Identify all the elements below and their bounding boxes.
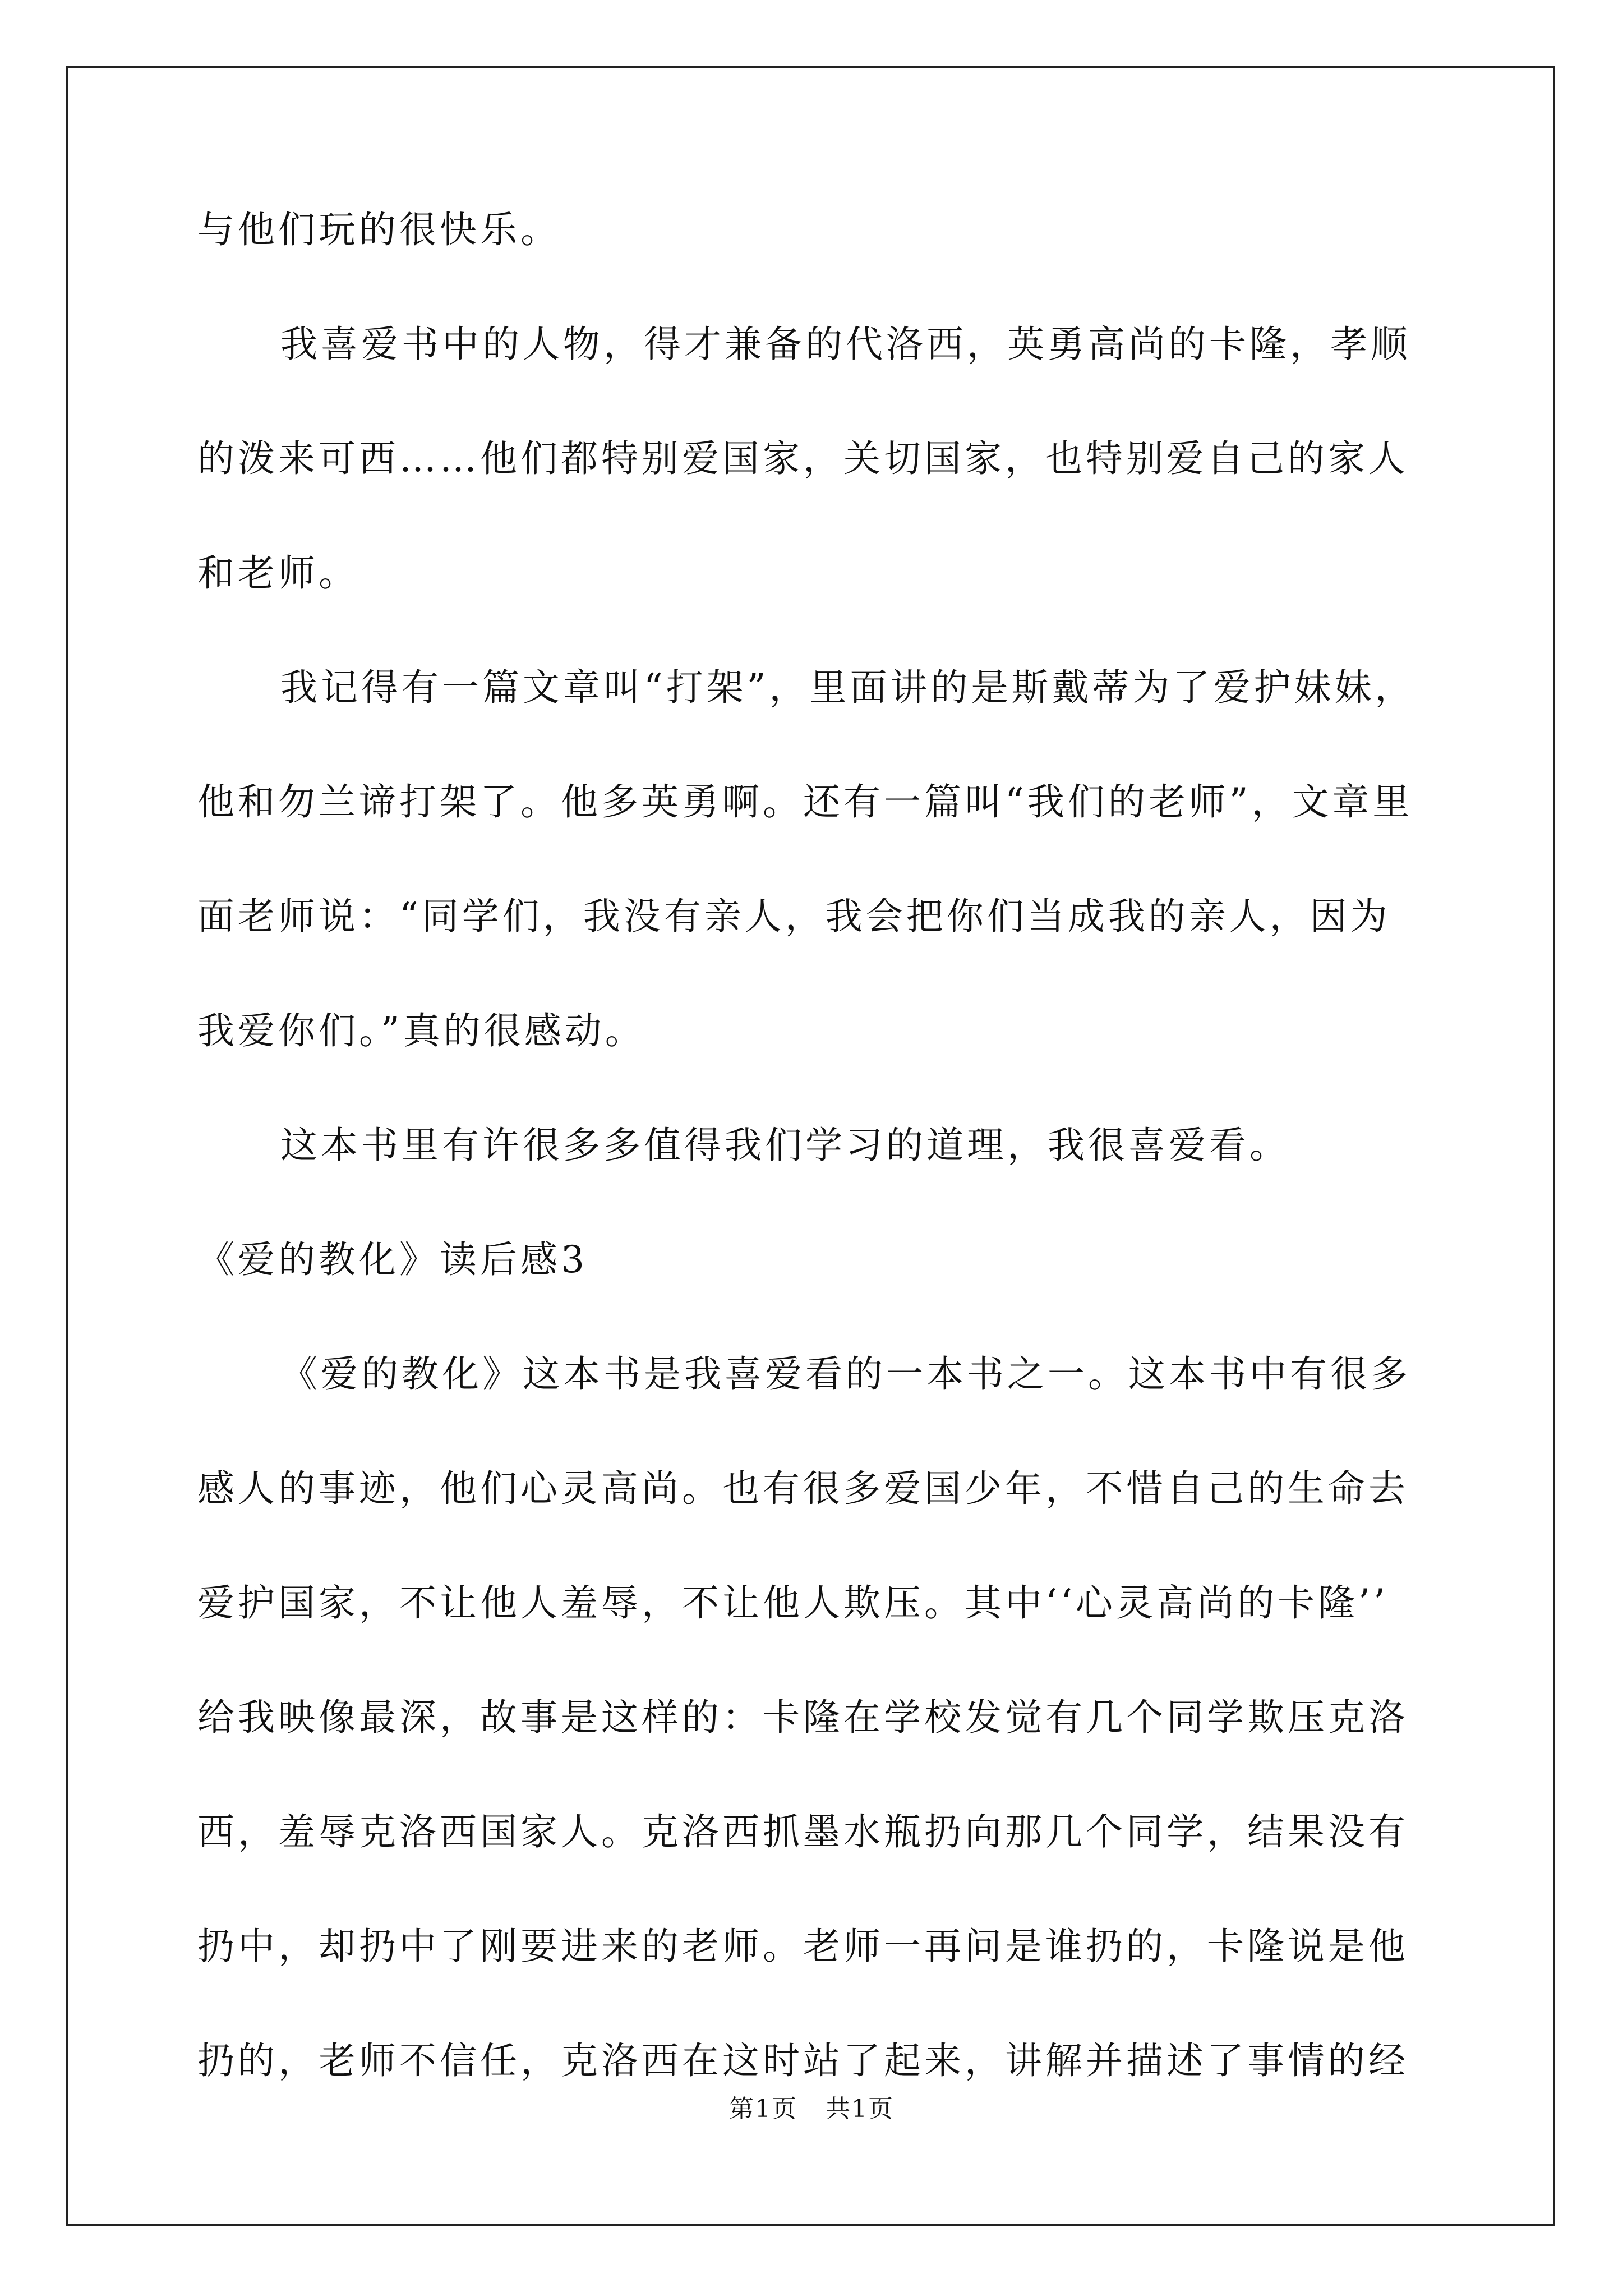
- text-line: 扔中，却扔中了刚要进来的老师。老师一再问是谁扔的，卡隆说是他: [197, 1925, 1409, 1968]
- text-line: 面老师说：“同学们，我没有亲人，我会把你们当成我的亲人，因为: [197, 895, 1391, 938]
- text-line: 这本书里有许很多多值得我们学习的道理，我很喜爱看。: [280, 1124, 1290, 1167]
- text-line: 给我映像最深，故事是这样的：卡隆在学校发觉有几个同学欺压克洛: [197, 1696, 1409, 1739]
- text-line: 和老师。: [197, 551, 359, 595]
- text-line: 我记得有一篇文章叫“打架”，里面讲的是斯戴蒂为了爱护妹妹，: [280, 666, 1415, 709]
- section-heading: 《爱的教化》读后感3: [197, 1238, 588, 1281]
- text-line: 我喜爱书中的人物，得才兼备的代洛西，英勇高尚的卡隆，孝顺: [280, 323, 1411, 366]
- page-total: 共1页: [826, 2095, 894, 2123]
- text-line: 爱护国家，不让他人羞辱，不让他人欺压。其中‘‘心灵高尚的卡隆’’: [197, 1581, 1389, 1625]
- text-line: 他和勿兰谛打架了。他多英勇啊。还有一篇叫“我们的老师”，文章里: [197, 780, 1413, 823]
- text-line: 《爱的教化》这本书是我喜爱看的一本书之一。这本书中有很多: [280, 1352, 1411, 1396]
- text-line: 我爱你们。”真的很感动。: [197, 1009, 645, 1052]
- text-line: 扔的，老师不信任，克洛西在这时站了起来，讲解并描述了事情的经: [197, 2039, 1409, 2082]
- document-body: [197, 208, 1426, 2153]
- text-line: 西，羞辱克洛西国家人。克洛西抓墨水瓶扔向那几个同学，结果没有: [197, 1810, 1409, 1853]
- page-number: 第1页: [729, 2095, 797, 2123]
- text-line: 与他们玩的很快乐。: [197, 208, 561, 251]
- page-footer: [0, 2095, 1623, 2123]
- text-line: 的泼来可西……他们都特别爱国家，关切国家，也特别爱自己的家人: [197, 437, 1409, 480]
- text-line: 感人的事迹，他们心灵高尚。也有很多爱国少年，不惜自己的生命去: [197, 1467, 1409, 1510]
